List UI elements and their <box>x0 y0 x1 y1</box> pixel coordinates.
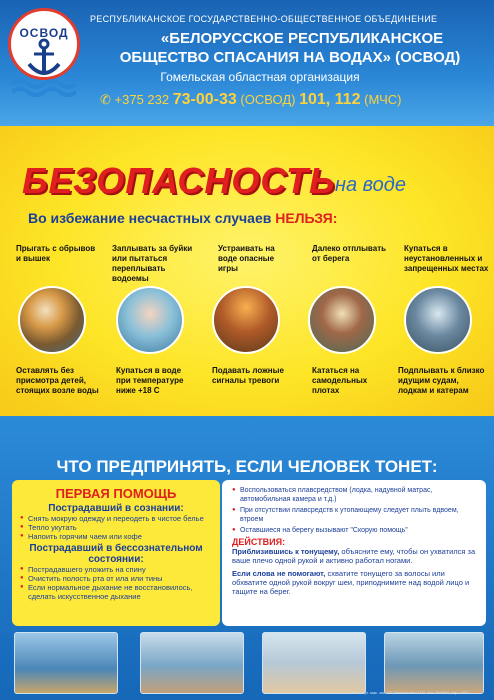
unconscious-heading: Пострадавший в бессознательном состоянии: <box>29 543 203 565</box>
list-item: ● Пострадавшего уложить на спину <box>20 565 212 574</box>
waves-icon <box>12 78 76 100</box>
first-aid-title: ПЕРВАЯ ПОМОЩЬ <box>55 486 177 501</box>
list-item: ● Воспользоваться плавсредством (лодка, надувной матрас, автомобильная камера и т.д.) <box>232 486 476 504</box>
list-item: ● Напоить горячим чаем или кофе <box>20 532 212 541</box>
photo-raft <box>308 286 376 354</box>
photo-water-games <box>212 286 280 354</box>
warning-text: Прыгать с обрывов и вышек <box>16 244 96 263</box>
phone-line: ✆ +375 232 73-00-33 (ОСВОД) 101, 112 (МЧС) <box>100 91 402 108</box>
action-paragraph: Приблизившись к тонущему, объясните ему, чтобы он ухватился за ваше плечо одной рукой и активно работал ногами. <box>232 547 476 565</box>
photo-swimming-child <box>116 286 184 354</box>
list-item: ● При отсутствии плавсредств к утопающему следует плыть вдвоем, втроем <box>232 506 476 524</box>
list-item: ● Очистить полость рта от ила или тины <box>20 574 212 583</box>
actions-heading: ДЕЙСТВИЯ: <box>232 537 286 547</box>
osvod-logo: ОСВОД <box>8 8 80 104</box>
list-item: ● Снять мокрую одежду и переодеть в чистое белье <box>20 514 212 523</box>
phone-icon: ✆ <box>100 92 111 107</box>
main-title: БЕЗОПАСНОСТЬ <box>22 160 336 201</box>
warning-text: Подплывать к близко идущим судам, лодкам и катерам <box>398 366 485 395</box>
org-branch: Гомельская областная организация <box>160 70 360 84</box>
conscious-heading: Пострадавший в сознании: <box>48 503 184 514</box>
section-title: ЧТО ПРЕДПРИНЯТЬ, ЕСЛИ ЧЕЛОВЕК ТОНЕТ: <box>56 457 438 476</box>
org-title-line2: ОБЩЕСТВО СПАСАНИЯ НА ВОДАХ» (ОСВОД) <box>119 49 461 66</box>
main-title-suffix: на воде <box>335 174 406 196</box>
warning-text: Подавать ложные сигналы тревоги <box>212 366 284 385</box>
list-item: ● Тепло укутать <box>20 523 212 532</box>
warning-text: Оставлять без присмотра детей, стоящих возле воды <box>16 366 99 395</box>
rescue-actions-box <box>222 480 486 626</box>
phone-emergency: 101, 112 <box>299 91 361 108</box>
header <box>0 0 494 126</box>
org-title-line1: «БЕЛОРУССКОЕ РЕСПУБЛИКАНСКОЕ <box>160 30 444 47</box>
photo-rescue-3 <box>262 632 366 694</box>
list-item: ● Оставшиеся на берегу вызывают "Скорую помощь" <box>232 526 476 535</box>
warning-text: Купаться в неустановленных и запрещенных местах <box>404 244 489 273</box>
action-paragraph: Если слова не помогают, схватите тонущего за волосы или обхватите одной рукой вокруг шеи, приподнимите над водой лицо и тащите на берег. <box>232 569 470 596</box>
photo-rescue-2 <box>140 632 244 694</box>
warning-text: Далеко отплывать от берега <box>312 244 387 263</box>
warning-text: Кататься на самодельных плотах <box>312 366 368 395</box>
photo-cliff-jumping <box>18 286 86 354</box>
warning-text: Заплывать за буйки или пытаться переплывать водоемы <box>112 244 193 283</box>
org-type: РЕСПУБЛИКАНСКОЕ ГОСУДАРСТВЕННО-ОБЩЕСТВЕННОЕ ОБЪЕДИНЕНИЕ <box>90 14 438 24</box>
photo-rescue-4 <box>384 632 484 694</box>
forbid-heading: Во избежание несчастных случаев НЕЛЬЗЯ: <box>28 210 338 226</box>
first-aid-box <box>12 480 220 626</box>
list-item: ● Если нормальное дыхание не восстановилось, сделать искусственное дыхание <box>20 583 212 601</box>
anchor-icon <box>26 38 62 78</box>
photo-boat <box>404 286 472 354</box>
photo-rescue-1 <box>14 632 118 694</box>
print-info: Отп. с орг. мак. зак. УП "Межпечать" Н.В. Зак. №3064, тир. 1600 <box>350 690 469 695</box>
warning-text: Устраивать на воде опасные игры <box>218 244 275 273</box>
warning-text: Купаться в воде при температуре ниже +18 С <box>116 366 184 395</box>
phone-main: 73-00-33 <box>172 91 237 108</box>
